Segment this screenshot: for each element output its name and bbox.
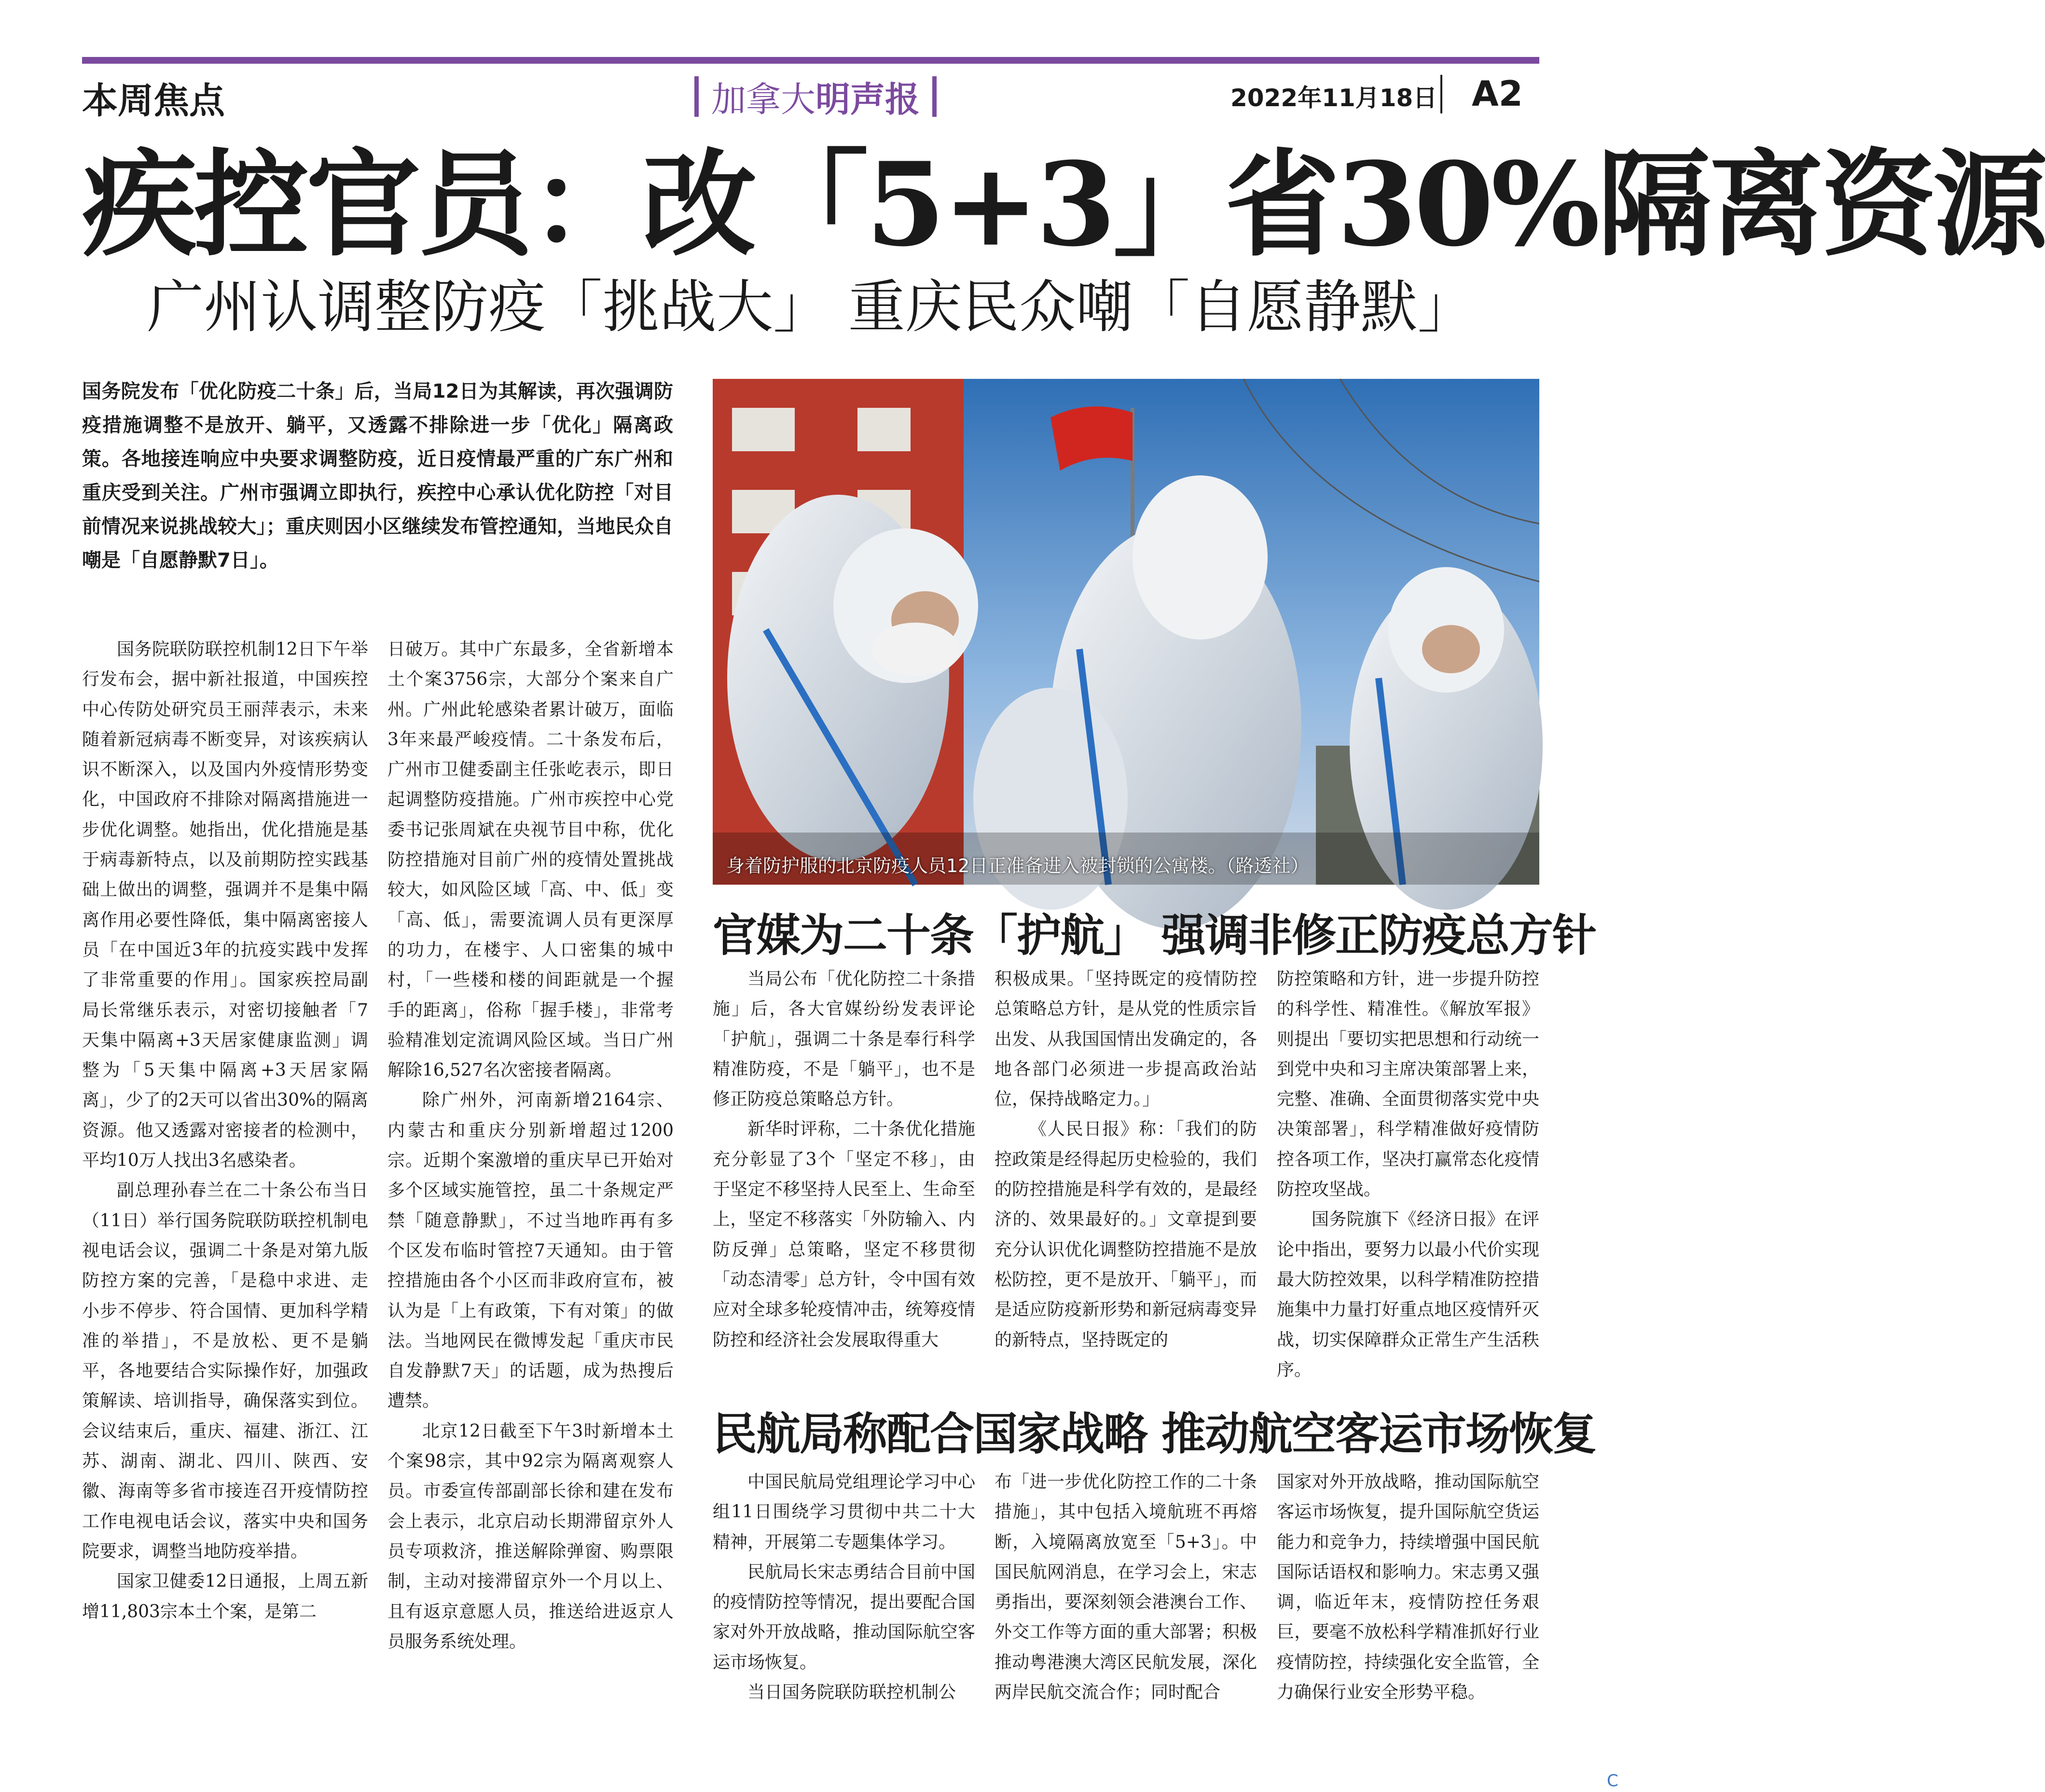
article2-col2 (995, 964, 1257, 1355)
issue-date: 2022年11月18日 (1230, 84, 1437, 112)
photo-caption: 身着防护服的北京防疫人员12日正准备进入被封锁的公寓楼。（路透社） (726, 855, 1309, 876)
paragraph: 副总理孙春兰在二十条公布当日（11日）举行国务院联防联控机制电视电话会议，强调二十条是对第九版防控方案的完善，「是稳中求进、走小步不停步、符合国情、更加科学精准的举措」，不是放松、更不是躺平，各地要结合实际操作好，加强政策解读、培训指导，确保落实到位。会议结束后，重庆、福建、浙江、江苏、湖南、湖北、四川、陕西、安徽、海南等多省市接连召开疫情防控工作电视电话会议，落实中央和国务院要求，调整当地防疫举措。 (82, 1181, 368, 1561)
page-number: A2 (1472, 73, 1523, 114)
top-rule (82, 57, 1539, 64)
section-label: 本周焦点 (82, 80, 225, 122)
paragraph: 民航局长宋志勇结合目前中国的疫情防控等情况，提出要配合国家对外开放战略，推动国际航空客运市场恢复。 (713, 1562, 975, 1672)
paragraph: 当日国务院联防联控机制公 (747, 1682, 956, 1703)
paragraph: 除广州外，河南新增2164宗、内蒙古和重庆分别新增超过1200宗。近期个案激增的重庆早已开始对多个区域实施管控，虽二十条规定严禁「随意静默」，不过当地昨再有多个区发布临时管控7天通知。由于管控措施由各个小区而非政府宣布，被认为是「上有政策，下有对策」的做法。当地网民在微博发起「重庆市民自发静默7天」的话题，成为热搜后遭禁。 (387, 1090, 674, 1411)
paragraph: 日破万。其中广东最多，全省新增本土个案3756宗，大部分个案来自广州。广州此轮感染者累计破万，面临3年来最严峻疫情。二十条发布后，广州市卫健委副主任张屹表示，即日起调整防疫措施。广州市疾控中心党委书记张周斌在央视节目中称，优化防控措施对目前广州的疫情处置挑战较大，如风险区域「高、中、低」变「高、低」，需要流调人员有更深厚的功力，在楼宇、人口密集的城中村，「一些楼和楼的间距就是一个握手的距离」，俗称「握手楼」，非常考验精准划定流调风险区域。当日广州解除16,527名次密接者隔离。 (387, 639, 674, 1081)
paragraph: 国家对外开放战略，推动国际航空客运市场恢复，提升国际航空货运能力和竞争力，持续增强中国民航国际话语权和影响力。宋志勇又强调，临近年末，疫情防控任务艰巨，要毫不放松科学精准抓好行业疫情防控，持续强化安全监管，全力确保行业安全形势平稳。 (1277, 1472, 1539, 1703)
article3-col1 (713, 1467, 975, 1708)
masthead-bar-right (932, 76, 937, 117)
paragraph: 北京12日截至下午3时新增本土个案98宗，其中92宗为隔离观察人员。市委宣传部副部长徐和建在发布会上表示，北京启动长期滞留京外人员专项救济，推送解除弹窗、购票限制，主动对接滞留京外一个月以上、且有返京意愿人员，推送给进返京人员服务系统处理。 (387, 1421, 674, 1652)
article2-col1 (713, 964, 975, 1355)
corner-mark: C (1607, 1771, 1618, 1791)
news-photo (713, 379, 1539, 885)
paragraph: 当局公布「优化防控二十条措施」后，各大官媒纷纷发表评论「护航」，强调二十条是奉行科学精准防疫，不是「躺平」，也不是修正防疫总策略总方针。 (713, 969, 975, 1110)
paragraph: 积极成果。「坚持既定的疫情防控总策略总方针，是从党的性质宗旨出发、从我国国情出发确定的，各地各部门必须进一步提高政治站位，保持战略定力。」 (995, 969, 1257, 1110)
paragraph: 国家卫健委12日通报，上周五新增11,803宗本土个案，是第二 (82, 1571, 368, 1622)
article2-headline: 官媒为二十条「护航」 强调非修正防疫总方针 (713, 909, 1596, 961)
article3-headline: 民航局称配合国家战略 推动航空客运市场恢复 (713, 1408, 1596, 1460)
date-separator (1440, 75, 1442, 113)
article2-col3 (1277, 964, 1539, 1385)
main-article-col1 (82, 635, 368, 1627)
article3-col3 (1277, 1467, 1539, 1708)
masthead-bold: 明声报 (815, 79, 920, 120)
lead-paragraph: 国务院发布「优化防疫二十条」后，当局12日为其解读，再次强调防疫措施调整不是放开、躺平，又透露不排除进一步「优化」隔离政策。各地接连响应中央要求调整防疫，近日疫情最严重的广东广州和重庆受到关注。广州市强调立即执行，疾控中心承认优化防控「对目前情况来说挑战较大」；重庆则因小区继续发布管控通知，当地民众自嘲是「自愿静默7日」。 (82, 380, 673, 571)
article3-col2 (995, 1467, 1257, 1708)
paragraph: 《人民日报》称：「我们的防控政策是经得起历史检验的，我们的防控措施是科学有效的，是最经济的、效果最好的。」文章提到要充分认识优化调整防控措施不是放松防控，更不是放开、「躺平」，而是适应防疫新形势和新冠病毒变异的新特点，坚持既定的 (995, 1119, 1257, 1350)
paragraph: 新华时评称，二十条优化措施充分彰显了3个「坚定不移」，由于坚定不移坚持人民至上、生命至上，坚定不移落实「外防输入、内防反弹」总策略，坚定不移贯彻「动态清零」总方针，令中国有效应对全球多轮疫情冲击，统筹疫情防控和经济社会发展取得重大 (713, 1119, 975, 1350)
masthead-prefix: 加拿大 (711, 79, 815, 120)
paragraph: 国务院联防联控机制12日下午举行发布会，据中新社报道，中国疾控中心传防处研究员王丽萍表示，未来随着新冠病毒不断变异，对该疾病认识不断深入，以及国内外疫情形势变化，中国政府不排除对隔离措施进一步优化调整。她指出，优化措施是基于病毒新特点，以及前期防控实践基础上做出的调整，强调并不是集中隔离作用必要性降低，集中隔离密接人员「在中国近3年的抗疫实践中发挥了非常重要的作用」。国家疾控局副局长常继乐表示，对密切接触者「7天集中隔离+3天居家健康监测」调整为「5天集中隔离+3天居家隔离」，少了的2天可以省出30%的隔离资源。他又透露对密接者的检测中，平均10万人找出3名感染者。 (82, 639, 368, 1171)
masthead (661, 72, 970, 121)
paragraph: 中国民航局党组理论学习中心组11日围绕学习贯彻中共二十大精神，开展第二专题集体学习。 (713, 1472, 975, 1552)
main-headline: 疾控官员：改「5+3」省30%隔离资源 (82, 138, 2045, 272)
masthead-name (711, 71, 920, 122)
paragraph: 防控策略和方针，进一步提升防控的科学性、精准性。《解放军报》则提出「要切实把思想和行动统一到党中央和习主席决策部署上来，完整、准确、全面贯彻落实党中央决策部署」，科学精准做好疫情防控各项工作，坚决打赢常态化疫情防控攻坚战。 (1277, 969, 1539, 1200)
paragraph: 国务院旗下《经济日报》在评论中指出，要努力以最小代价实现最大防控效果，以科学精准防控措施集中力量打好重点地区疫情歼灭战，切实保障群众正常生产生活秩序。 (1277, 1209, 1539, 1380)
paragraph: 布「进一步优化防控工作的二十条措施」，其中包括入境航班不再熔断，入境隔离放宽至「5+3」。中国民航网消息，在学习会上，宋志勇指出，要深刻领会港澳台工作、外交工作等方面的重大部署；积极推动粤港澳大湾区民航发展，深化两岸民航交流合作；同时配合 (995, 1472, 1257, 1703)
masthead-bar-left (694, 76, 699, 117)
photo-hazmat-workers (713, 379, 1539, 885)
main-subhead: 广州认调整防疫「挑战大」 重庆民众嘲「自愿静默」 (147, 274, 1475, 340)
main-article-col2 (387, 635, 674, 1657)
